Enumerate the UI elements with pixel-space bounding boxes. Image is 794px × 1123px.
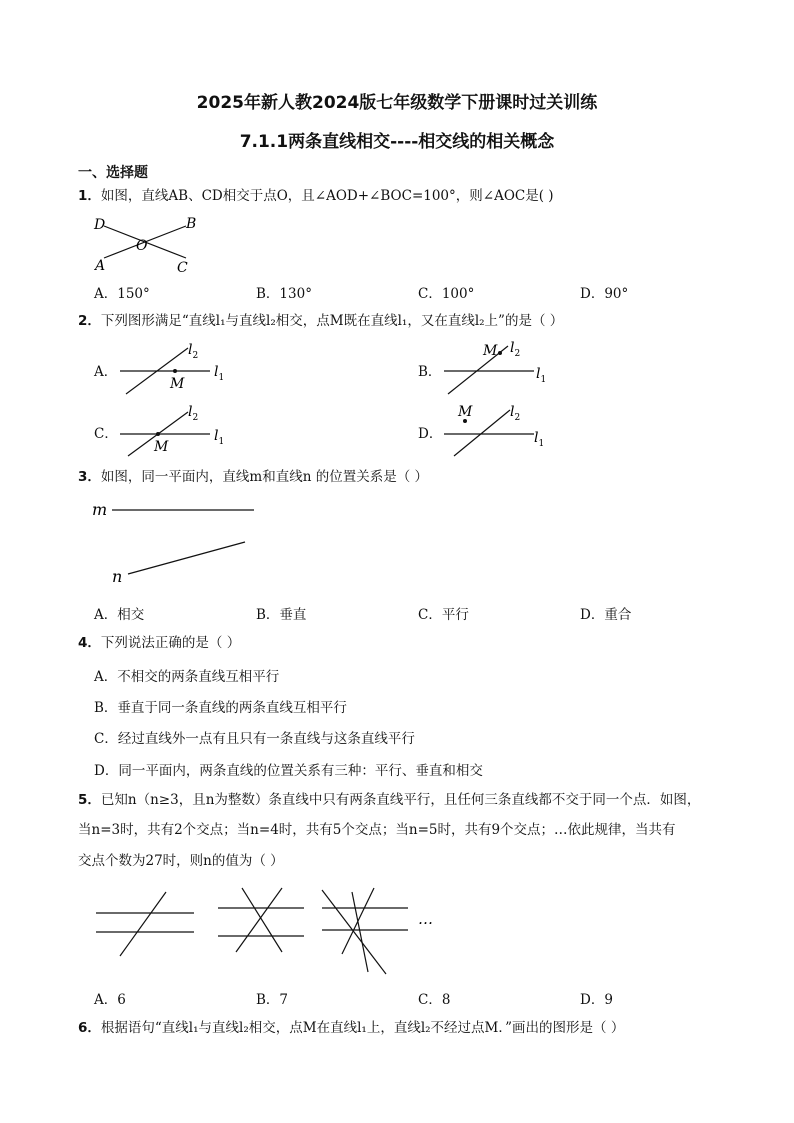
q2a-l1: l xyxy=(214,364,219,380)
question-2-number: 2． xyxy=(78,313,101,329)
page-subtitle: 7.1.1两条直线相交----相交线的相关概念 xyxy=(239,132,555,152)
question-3-text: 如图，同一平面内，直线m和直线n 的位置关系是（ ） xyxy=(100,469,428,485)
section-heading: 一、选择题 xyxy=(78,165,148,181)
q5-option-d[interactable]: D．9 xyxy=(580,992,613,1008)
question-1 xyxy=(78,186,778,206)
q2b-M: M xyxy=(483,343,498,359)
question-1-number: 1． xyxy=(78,188,101,204)
question-6 xyxy=(78,1018,778,1038)
q2-option-c[interactable]: C． xyxy=(94,426,118,442)
question-1-text: 如图，直线AB、CD相交于点O，且∠AOD+∠BOC=100°，则∠AOC是( ) xyxy=(100,188,554,204)
svg-text:l2 xyxy=(510,404,520,423)
q2c-M: M xyxy=(154,439,169,455)
svg-text:l2 xyxy=(188,404,198,423)
svg-text:l2 xyxy=(510,340,520,359)
q1-option-d[interactable]: D．90° xyxy=(580,286,629,302)
question-5-number: 5． xyxy=(78,792,101,808)
q2-option-d[interactable]: D． xyxy=(418,426,443,442)
question-2-text: 下列图形满足“直线l₁与直线l₂相交，点M既在直线l₁，又在直线l₂上”的是（ ） xyxy=(100,313,564,329)
q2-figure-b xyxy=(440,338,560,398)
q3-option-b[interactable]: B．垂直 xyxy=(256,607,307,623)
q4-option-d[interactable]: D．同一平面内，两条直线的位置关系有三种：平行、垂直和相交 xyxy=(94,763,483,779)
question-5-line-1: 已知n（n≥3，且n为整数）条直线中只有两条直线平行，且任何三条直线都不交于同一个点．如图， xyxy=(100,792,701,808)
question-5 xyxy=(78,790,778,810)
q4-option-b[interactable]: B．垂直于同一条直线的两条直线互相平行 xyxy=(94,700,347,716)
q2d-M: M xyxy=(458,404,473,420)
question-3 xyxy=(78,467,778,487)
q3-option-c[interactable]: C．平行 xyxy=(418,607,469,623)
q3-option-d[interactable]: D．重合 xyxy=(580,607,632,623)
svg-text:l1 xyxy=(534,430,544,449)
q2d-l2-sub: 2 xyxy=(514,413,521,423)
svg-text:l1 xyxy=(536,366,546,385)
label-n: n xyxy=(112,567,123,586)
question-2 xyxy=(78,311,778,331)
label-B: B xyxy=(186,216,197,232)
q5-ellipsis: … xyxy=(418,910,433,928)
q2c-l1-sub: 1 xyxy=(218,437,225,447)
question-4-text: 下列说法正确的是（ ） xyxy=(100,635,241,651)
q2a-l2-sub: 2 xyxy=(192,351,199,361)
q2c-l1: l xyxy=(214,428,219,444)
svg-text:l2 xyxy=(188,342,198,361)
question-4 xyxy=(78,633,778,653)
question-1-figure xyxy=(90,212,210,276)
q2a-l2: l xyxy=(188,342,193,358)
q1-option-b[interactable]: B．130° xyxy=(256,286,312,302)
q5-option-b[interactable]: B．7 xyxy=(256,992,289,1008)
question-6-number: 6． xyxy=(78,1020,101,1036)
label-C: C xyxy=(177,260,188,276)
question-5-line-3: 交点个数为27时，则n的值为（ ） xyxy=(78,853,284,869)
q5-option-a[interactable]: A．6 xyxy=(94,992,126,1008)
q2d-l1-sub: 1 xyxy=(538,439,545,449)
q2c-l2-sub: 2 xyxy=(192,413,199,423)
q4-option-a[interactable]: A．不相交的两条直线互相平行 xyxy=(94,669,280,685)
q2-option-b[interactable]: B． xyxy=(418,364,442,380)
q1-option-a[interactable]: A．150° xyxy=(94,286,150,302)
q2-figure-c xyxy=(116,400,236,460)
question-5-figure xyxy=(90,884,440,982)
question-3-figure xyxy=(90,496,260,588)
q2b-l1: l xyxy=(536,366,541,382)
label-A: A xyxy=(95,258,106,274)
q2d-l2: l xyxy=(510,404,515,420)
q4-option-c[interactable]: C．经过直线外一点有且只有一条直线与这条直线平行 xyxy=(94,731,415,747)
svg-text:l1 xyxy=(214,364,224,383)
label-D: D xyxy=(94,217,106,233)
q3-option-a[interactable]: A．相交 xyxy=(94,607,145,623)
q2b-l2-sub: 2 xyxy=(514,349,521,359)
svg-text:l1 xyxy=(214,428,224,447)
question-6-text: 根据语句“直线l₁与直线l₂相交，点M在直线l₁上，直线l₂不经过点M．”画出的图形是（ ） xyxy=(100,1020,625,1036)
q5-option-c[interactable]: C．8 xyxy=(418,992,451,1008)
question-4-number: 4． xyxy=(78,635,101,651)
label-O: O xyxy=(136,238,148,254)
q2b-l2: l xyxy=(510,340,515,356)
q2b-l1-sub: 1 xyxy=(540,375,547,385)
q2c-l2: l xyxy=(188,404,193,420)
q2-figure-a xyxy=(116,338,236,398)
question-5-line-2: 当n=3时，共有2个交点；当n=4时，共有5个交点；当n=5时，共有9个交点；…依此规律，当共有 xyxy=(78,822,676,838)
q2-figure-d xyxy=(440,400,560,460)
q2a-M: M xyxy=(170,376,185,392)
q2a-l1-sub: 1 xyxy=(218,373,225,383)
q2-option-a[interactable]: A． xyxy=(94,364,118,380)
q2d-l1: l xyxy=(534,430,539,446)
label-m: m xyxy=(92,500,108,519)
page-title: 2025年新人教2024版七年级数学下册课时过关训练 xyxy=(196,93,598,113)
question-3-number: 3． xyxy=(78,469,101,485)
q1-option-c[interactable]: C．100° xyxy=(418,286,475,302)
